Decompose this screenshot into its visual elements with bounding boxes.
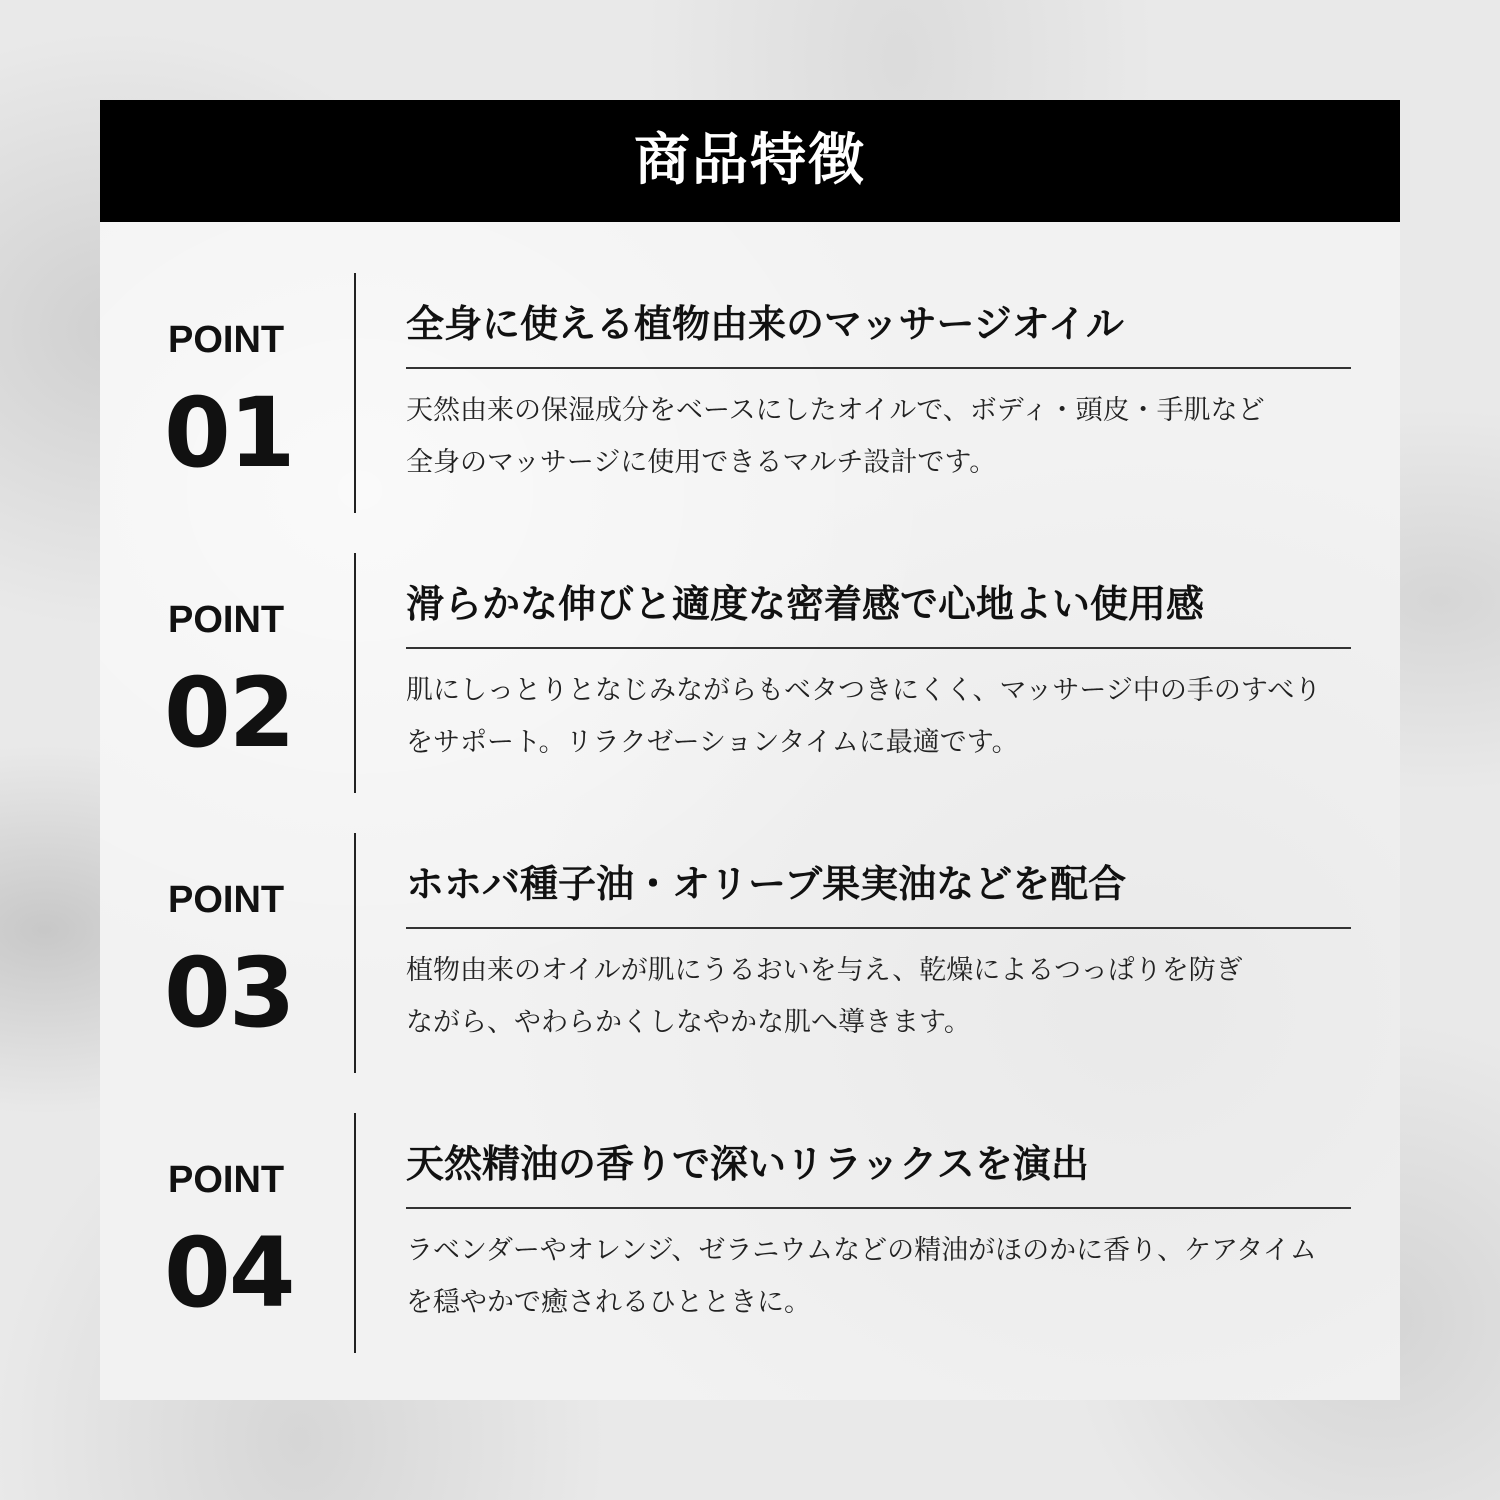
point-label: POINT [168,599,285,641]
point-item-01 [100,273,1400,513]
vertical-divider [354,273,356,513]
heading-underline [406,927,1351,929]
point-label: POINT [168,319,285,361]
point-description [406,1225,1356,1329]
point-item-02 [100,553,1400,793]
description-line: 天然由来の保湿成分をベースにしたオイルで、ボディ・頭皮・手肌など [406,395,1265,426]
feature-panel [100,100,1400,1400]
point-number: 03 [164,937,294,1049]
point-item-04 [100,1113,1400,1353]
point-item-03 [100,833,1400,1073]
vertical-divider [354,553,356,793]
description-line: ラベンダーやオレンジ、ゼラニウムなどの精油がほのかに香り、ケアタイム [406,1235,1317,1266]
point-number: 02 [164,657,294,769]
point-number: 04 [164,1217,294,1329]
point-label: POINT [168,879,285,921]
point-number: 01 [164,377,294,489]
description-line: を穏やかで癒されるひとときに。 [406,1287,811,1318]
description-line: ながら、やわらかくしなやかな肌へ導きます。 [406,1007,971,1038]
vertical-divider [354,833,356,1073]
vertical-divider [354,1113,356,1353]
point-heading: 全身に使える植物由来のマッサージオイル [406,302,1124,346]
description-line: をサポート。リラクゼーションタイムに最適です。 [406,727,1019,758]
page-title: 商品特徴 [634,128,866,193]
title-bar [100,100,1400,222]
point-description [406,665,1356,769]
point-heading: 滑らかな伸びと適度な密着感で心地よい使用感 [406,582,1205,626]
heading-underline [406,1207,1351,1209]
description-line: 肌にしっとりとなじみながらもベタつきにくく、マッサージ中の手のすべり [406,675,1322,706]
point-label: POINT [168,1159,285,1201]
point-heading: ホホバ種子油・オリーブ果実油などを配合 [406,862,1127,906]
heading-underline [406,367,1351,369]
description-line: 全身のマッサージに使用できるマルチ設計です。 [406,447,997,478]
heading-underline [406,647,1351,649]
point-description [406,945,1356,1049]
description-line: 植物由来のオイルが肌にうるおいを与え、乾燥によるつっぱりを防ぎ [406,955,1243,986]
point-description [406,385,1356,489]
point-heading: 天然精油の香りで深いリラックスを演出 [406,1142,1089,1186]
